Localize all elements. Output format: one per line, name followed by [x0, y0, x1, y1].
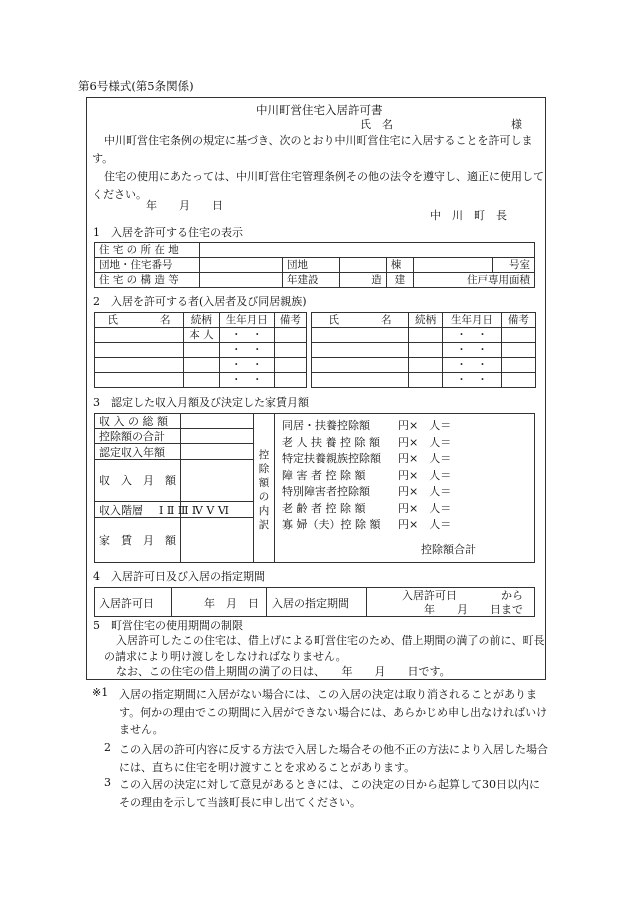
dob-dots: ・ ・ [219, 328, 274, 343]
intro-paragraph-2: 住宅の使用にあたっては、中川町営住宅管理条例その他の法令を遵守し、適正に使用してください。 [92, 170, 544, 201]
col-relation-header: 続柄 [184, 313, 220, 328]
col-name-header: 氏 名 [95, 313, 184, 328]
table-row [95, 358, 307, 373]
period-end: 年 月 日まで [424, 603, 523, 616]
table-row [95, 273, 535, 288]
deduction-list [282, 418, 381, 534]
section5-heading: 5 町営住宅の使用期間の制限 [93, 619, 243, 632]
list-item: 円× 人＝ [398, 419, 452, 432]
lease-end-paragraph: なお、この住宅の借上期間の満了の日は、 年 月 日です。 [116, 665, 451, 678]
annual-income-label: 認定収入年額 [99, 446, 165, 459]
table-row [95, 328, 307, 343]
table-row [95, 343, 307, 358]
dob-dots: ・ ・ [443, 328, 501, 343]
deduction-formulas [398, 418, 451, 534]
list-item: 円× 人＝ [398, 435, 452, 449]
addressee-suffix: 様 [511, 118, 522, 131]
table-row [312, 373, 536, 388]
table-row [312, 343, 536, 358]
intro-paragraph-1: 中川町営住宅条例の規定に基づき、次のとおり中川町営住宅に入居することを許可します。 [92, 134, 533, 165]
form-number-label: 第6号様式(第5条関係) [78, 79, 194, 93]
section1-heading: 1 入居を許可する住宅の表示 [93, 226, 243, 239]
tou-label: 棟 [386, 258, 413, 273]
danchi-label: 団地 [283, 258, 340, 273]
construction-year-label: 年建設 [283, 273, 340, 288]
structure-type-label: 造 [339, 273, 386, 288]
list-item: 同居・扶養控除額 [282, 419, 370, 432]
list-item: 障 害 者 控 除 額 [282, 468, 366, 482]
section2-heading: 2 入居を許可する者(入居者及び同居親族) [93, 295, 307, 308]
monthly-income-label: 収 入 月 額 [99, 474, 176, 487]
housing-location-label: 住 宅 の 所 在 地 [95, 243, 200, 258]
list-item: 特別障害者控除額 [282, 485, 370, 498]
table-row [312, 313, 536, 328]
note-2-text: この入居の許可内容に反する方法で入居した場合その他不正の方法により入居した場合には、直ちに住宅を明け渡すことを求めることがあります。 [119, 743, 548, 774]
addressee-name-label: 氏 名 [360, 118, 393, 131]
list-item: 円× 人＝ [398, 452, 452, 465]
permit-date-value: 年 月 日 [204, 597, 259, 610]
deduction-breakdown-label: 控除額の内訳 [258, 449, 270, 531]
list-item: 特定扶養親族控除額 [282, 452, 381, 465]
deduction-total-label: 控除額合計 [421, 543, 476, 556]
lease-limit-paragraph: 入居許可したこの住宅は、借上げによる町営住宅のため、借上期間の満了の前に、町長の請求により明け渡しをしなければなりません。 [104, 634, 545, 663]
income-class-label: 収入階層 [99, 504, 143, 517]
housing-number-label: 団地・住宅番号 [95, 258, 200, 273]
dob-dots: ・ ・ [443, 373, 501, 388]
income-class-options[interactable]: Ⅰ Ⅱ Ⅲ Ⅳ Ⅴ Ⅵ [159, 504, 229, 517]
housing-location-value[interactable] [200, 243, 535, 258]
residents-table-right [311, 312, 536, 388]
structure-label: 住 宅 の 構 造 等 [95, 273, 200, 288]
floors-label: 建 [386, 273, 413, 288]
col-notes-header: 備考 [274, 313, 306, 328]
table-row [95, 373, 307, 388]
issue-date: 年 月 日 [146, 199, 223, 212]
table-row [312, 358, 536, 373]
note-1-text: 入居の指定期間に入居がない場合には、この入居の決定は取り消されることがあります。何かの理由でこの期間に入居ができない場合には、あらかじめ申し出なければいけません。 [119, 688, 548, 736]
dob-dots: ・ ・ [219, 373, 274, 388]
period-start: 入居許可日 から [402, 589, 523, 602]
col-relation-header: 続柄 [409, 313, 443, 328]
dob-dots: ・ ・ [443, 343, 501, 358]
table-row [95, 258, 535, 273]
note-2-mark: 2 [104, 741, 111, 754]
goshitsu-label: 号室 [492, 258, 534, 273]
list-item: 円× 人＝ [398, 501, 452, 515]
list-item: 寡 婦（夫）控 除 額 [282, 518, 381, 531]
total-income-label: 収 入 の 総 額 [99, 415, 168, 428]
note-3-mark: 3 [104, 776, 111, 789]
section3-heading: 3 認定した収入月額及び決定した家賃月額 [93, 396, 309, 409]
list-item: 円× 人＝ [398, 485, 452, 498]
col-dob-header: 生年月日 [443, 313, 501, 328]
total-deduction-label: 控除額の合計 [99, 430, 165, 443]
list-item: 円× 人＝ [398, 468, 452, 482]
dob-dots: ・ ・ [443, 358, 501, 373]
residents-table-left [94, 312, 307, 388]
housing-info-table [94, 242, 535, 288]
designated-period-label: 入居の指定期間 [272, 597, 349, 610]
col-name-header: 氏 名 [312, 313, 409, 328]
list-item: 老 齢 者 控 除 額 [282, 501, 366, 515]
permit-date-label: 入居許可日 [99, 597, 154, 610]
table-row [312, 328, 536, 343]
floor-area-label: 住戸専用面積 [413, 273, 534, 288]
monthly-rent-label: 家 賃 月 額 [99, 534, 176, 547]
note-1-mark: ※1 [92, 686, 109, 699]
section4-heading: 4 入居許可日及び入居の指定期間 [93, 570, 265, 583]
dob-dots: ・ ・ [219, 343, 274, 358]
col-dob-header: 生年月日 [219, 313, 274, 328]
note-3-text: この入居の決定に対して意見があるときには、この決定の日から起算して30日以内にその理由を示して当該町長に申し出てください。 [119, 778, 540, 809]
list-item: 老 人 扶 養 控 除 額 [282, 435, 380, 449]
self-label: 本 人 [184, 328, 220, 343]
table-row [95, 313, 307, 328]
document-title: 中川町営住宅入居許可書 [256, 103, 383, 117]
issuer-name: 中 川 町 長 [430, 209, 507, 222]
dob-dots: ・ ・ [219, 358, 274, 373]
col-notes-header: 備考 [501, 313, 535, 328]
list-item: 円× 人＝ [398, 518, 452, 531]
table-row [95, 243, 535, 258]
